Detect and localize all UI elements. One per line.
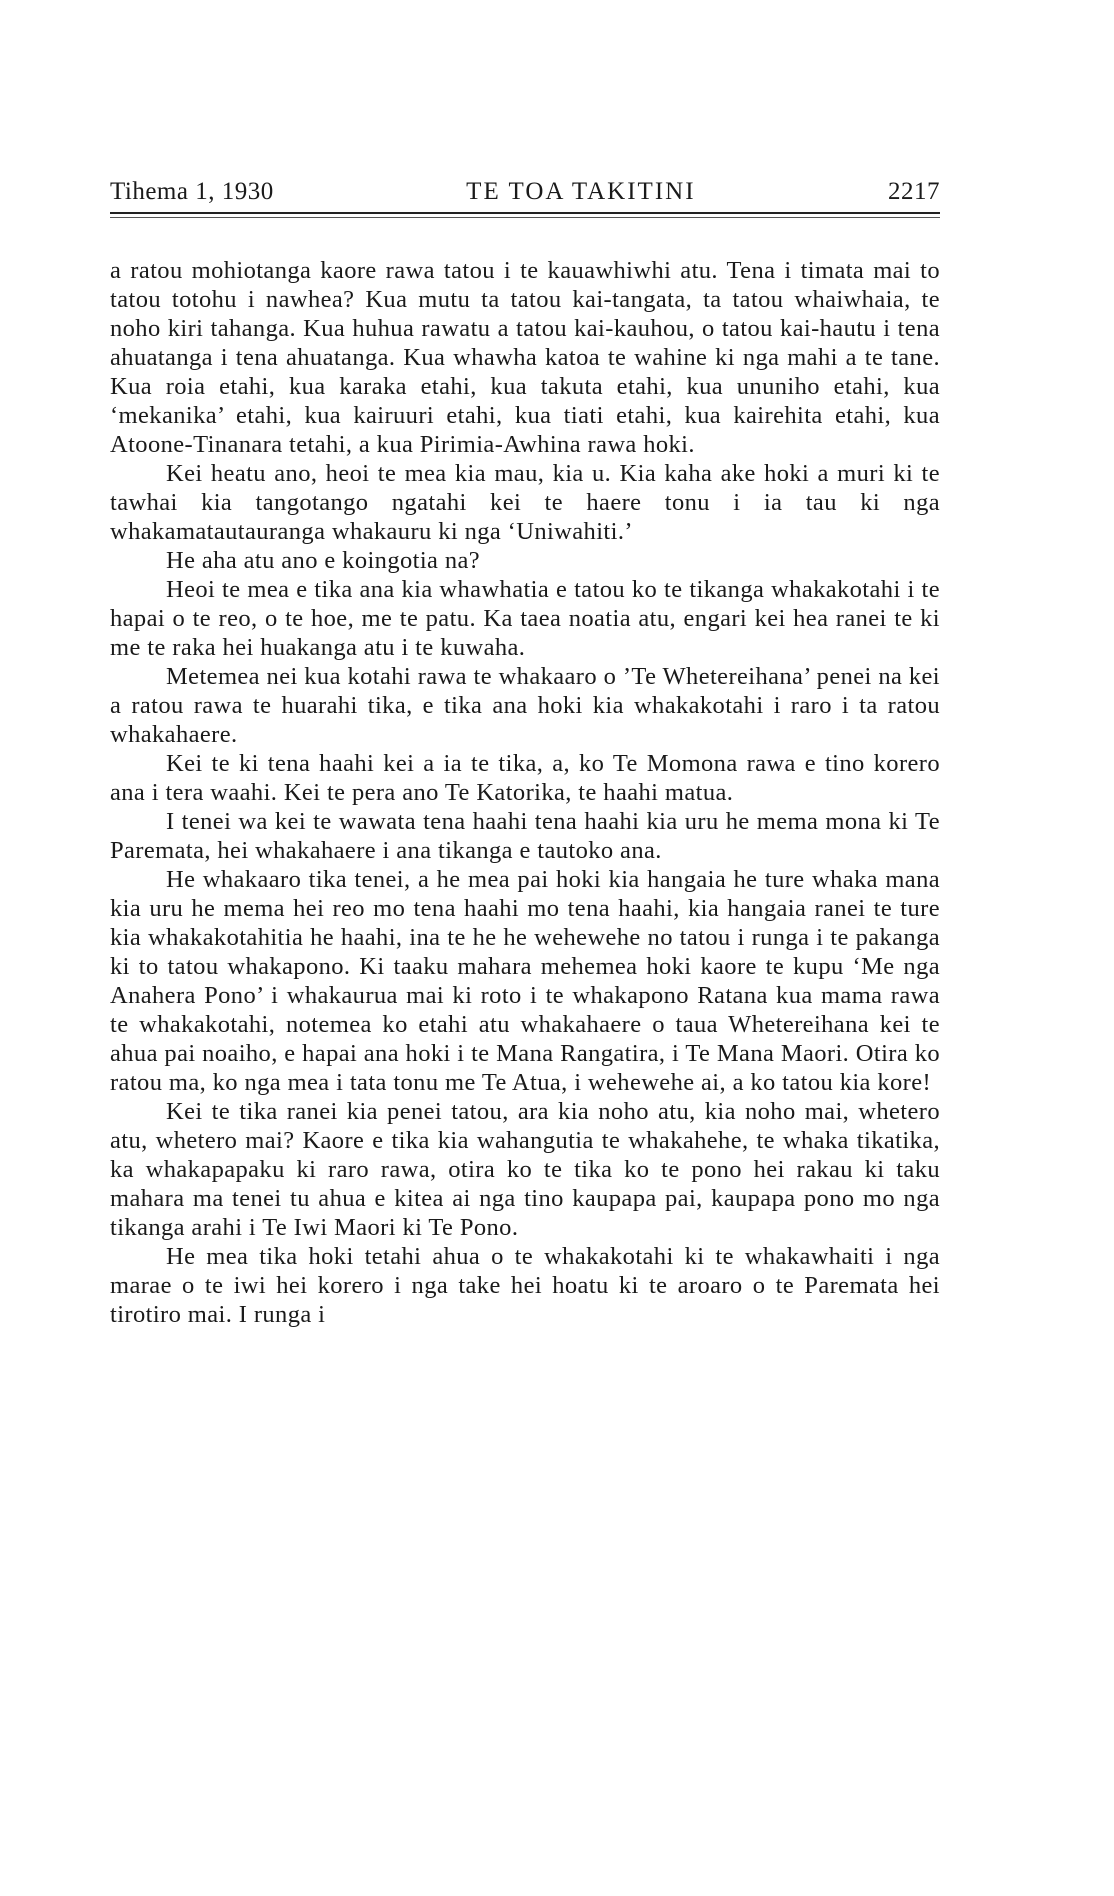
article-body xyxy=(110,256,940,1329)
paragraph: a ratou mohiotanga kaore rawa tatou i te kauawhiwhi atu. Tena i timata mai to tatou totohu i nawhea? Kua mutu ta tatou kai-tangata, ta tatou whaiwhaia, te noho kiri tahanga. Kua huhua rawatu a tatou kai-kauhou, o tatou kai-hautu i tena ahuatanga i tena ahuatanga. Kua whawha katoa te wahine ki nga mahi a te tane. Kua roia etahi, kua karaka etahi, kua takuta etahi, kua ununiho etahi, kua ‘mekanika’ etahi, kua kairuuri etahi, kua tiati etahi, kua kairehita etahi, kua Atoone-Tinanara tetahi, a kua Pirimia-Awhina rawa hoki. xyxy=(110,257,940,458)
header-rule-thin xyxy=(110,217,940,218)
document-page xyxy=(110,178,940,1329)
publication-title: TE TOA TAKITINI xyxy=(466,178,696,205)
paragraph: Kei te tika ranei kia penei tatou, ara kia noho atu, kia noho mai, whetero atu, whetero mai? Kaore e tika kia wahangutia te whakahehe, te whaka tikatika, ka whakapapaku ki raro rawa, otira ko te tika ko te pono hei rakau ki taku mahara ma tenei tu ahua e kitea ai nga tino kaupapa pai, kaupapa pono mo nga tikanga arahi i Te Iwi Maori ki Te Pono. xyxy=(110,1098,940,1241)
paragraph: Kei te ki tena haahi kei a ia te tika, a, ko Te Momona rawa e tino korero ana i tera waahi. Kei te pera ano Te Katorika, te haahi matua. xyxy=(110,750,940,806)
paragraph: I tenei wa kei te wawata tena haahi tena haahi kia uru he mema mona ki Te Paremata, hei whakahaere i ana tikanga e tautoko ana. xyxy=(110,808,940,864)
running-header xyxy=(110,178,940,210)
paragraph: He whakaaro tika tenei, a he mea pai hoki kia hangaia he ture whaka mana kia uru he mema hei reo mo tena haahi mo tena haahi, kia hangaia ranei te ture kia whakakotahitia he haahi, ina te he he wehewehe no tatou i runga i te pakanga ki to tatou whakapono. Ki taaku mahara mehemea hoki kaore te kupu ‘Me nga Anahera Pono’ i whakaurua mai ki roto i te whakapono Ratana kua mama rawa te whakakotahi, notemea ko etahi atu whakahaere o taua Whetereihana kei te ahua pai noaiho, e hapai ana hoki i te Mana Rangatira, i Te Mana Maori. Otira ko ratou ma, ko nga mea i tata tonu me Te Atua, i wehewehe ai, a ko tatou kia kore! xyxy=(110,866,940,1096)
issue-date: Tihema 1, 1930 xyxy=(110,178,274,205)
paragraph: He mea tika hoki tetahi ahua o te whakakotahi ki te whakawhaiti i nga marae o te iwi hei korero i nga take hei hoatu ki te aroaro o te Paremata hei tirotiro mai. I runga i xyxy=(110,1243,940,1328)
paragraph: Metemea nei kua kotahi rawa te whakaaro o ’Te Whetereihana’ penei na kei a ratou rawa te huarahi tika, e tika ana hoki kia whakakotahi i raro i ta ratou whakahaere. xyxy=(110,663,940,748)
paragraph: Kei heatu ano, heoi te mea kia mau, kia u. Kia kaha ake hoki a muri ki te tawhai kia tangotango ngatahi kei te haere tonu i ia tau ki nga whakamatautauranga whakauru ki nga ‘Uniwahiti.’ xyxy=(110,460,940,545)
paragraph: He aha atu ano e koingotia na? xyxy=(166,547,481,574)
paragraph: Heoi te mea e tika ana kia whawhatia e tatou ko te tikanga whakakotahi i te hapai o te reo, o te hoe, me te patu. Ka taea noatia atu, engari kei hea ranei te ki me te raka hei huakanga atu i te kuwaha. xyxy=(110,576,940,661)
page-number: 2217 xyxy=(887,178,940,205)
header-rule xyxy=(110,212,940,214)
